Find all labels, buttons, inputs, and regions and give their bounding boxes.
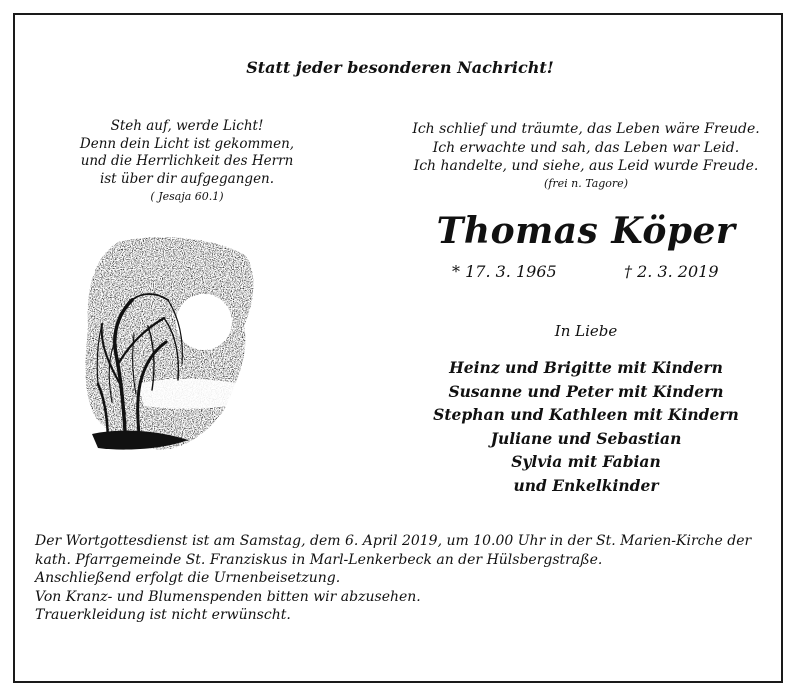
verse-line: ist über dir aufgegangen. xyxy=(99,170,275,187)
birth-date: * 17. 3. 1965 xyxy=(452,262,557,281)
quote-line: Ich handelte, und siehe, aus Leid wurde Freude. xyxy=(413,158,759,174)
quote-line: Ich erwachte und sah, das Leben war Leid. xyxy=(432,139,740,156)
death-date: † 2. 3. 2019 xyxy=(624,262,719,281)
in-love-label: In Liebe xyxy=(554,322,618,340)
footer-line: Trauerkleidung ist nicht erwünscht. xyxy=(35,607,291,623)
headline: Statt jeder besonderen Nachricht! xyxy=(246,58,554,77)
verse-line: und die Herrlichkeit des Herrn xyxy=(80,153,294,169)
footer-line: Der Wortgottesdienst ist am Samstag, dem 6. April 2019, um 10.00 Uhr in der St. Marien-Kirche der xyxy=(35,533,752,549)
verse-line: Steh auf, werde Licht! xyxy=(110,118,264,134)
mourner-line: Stephan und Kathleen mit Kindern xyxy=(433,405,739,424)
footer-line: Von Kranz- und Blumenspenden bitten wir abzusehen. xyxy=(35,588,421,605)
service-details xyxy=(35,532,780,625)
mourner-line: Juliane und Sebastian xyxy=(490,428,682,448)
mourner-line: Sylvia mit Fabian xyxy=(511,452,661,471)
mourner-line: und Enkelkinder xyxy=(513,475,659,495)
mourner-line: Heinz und Brigitte mit Kindern xyxy=(449,358,723,377)
mourner-line: Susanne und Peter mit Kindern xyxy=(448,381,724,401)
footer-line: Anschließend erfolgt die Urnenbeisetzung. xyxy=(35,570,341,586)
deceased-name: Thomas Köper xyxy=(436,210,736,252)
moon-icon xyxy=(176,294,232,350)
verse-source: ( Jesaja 60.1) xyxy=(150,190,224,203)
quote-source: (frei n. Tagore) xyxy=(544,176,628,190)
footer-line: kath. Pfarrgemeinde St. Franziskus in Marl-Lenkerbeck an der Hülsbergstraße. xyxy=(35,551,603,568)
tagore-quote xyxy=(395,120,777,192)
mourners-list xyxy=(395,356,777,497)
stipple-shading xyxy=(86,237,254,449)
tree-moon-illustration xyxy=(78,234,258,464)
bible-verse xyxy=(72,118,302,206)
quote-line: Ich schlief und träumte, das Leben wäre Freude. xyxy=(412,121,760,137)
verse-line: Denn dein Licht ist gekommen, xyxy=(79,135,295,152)
